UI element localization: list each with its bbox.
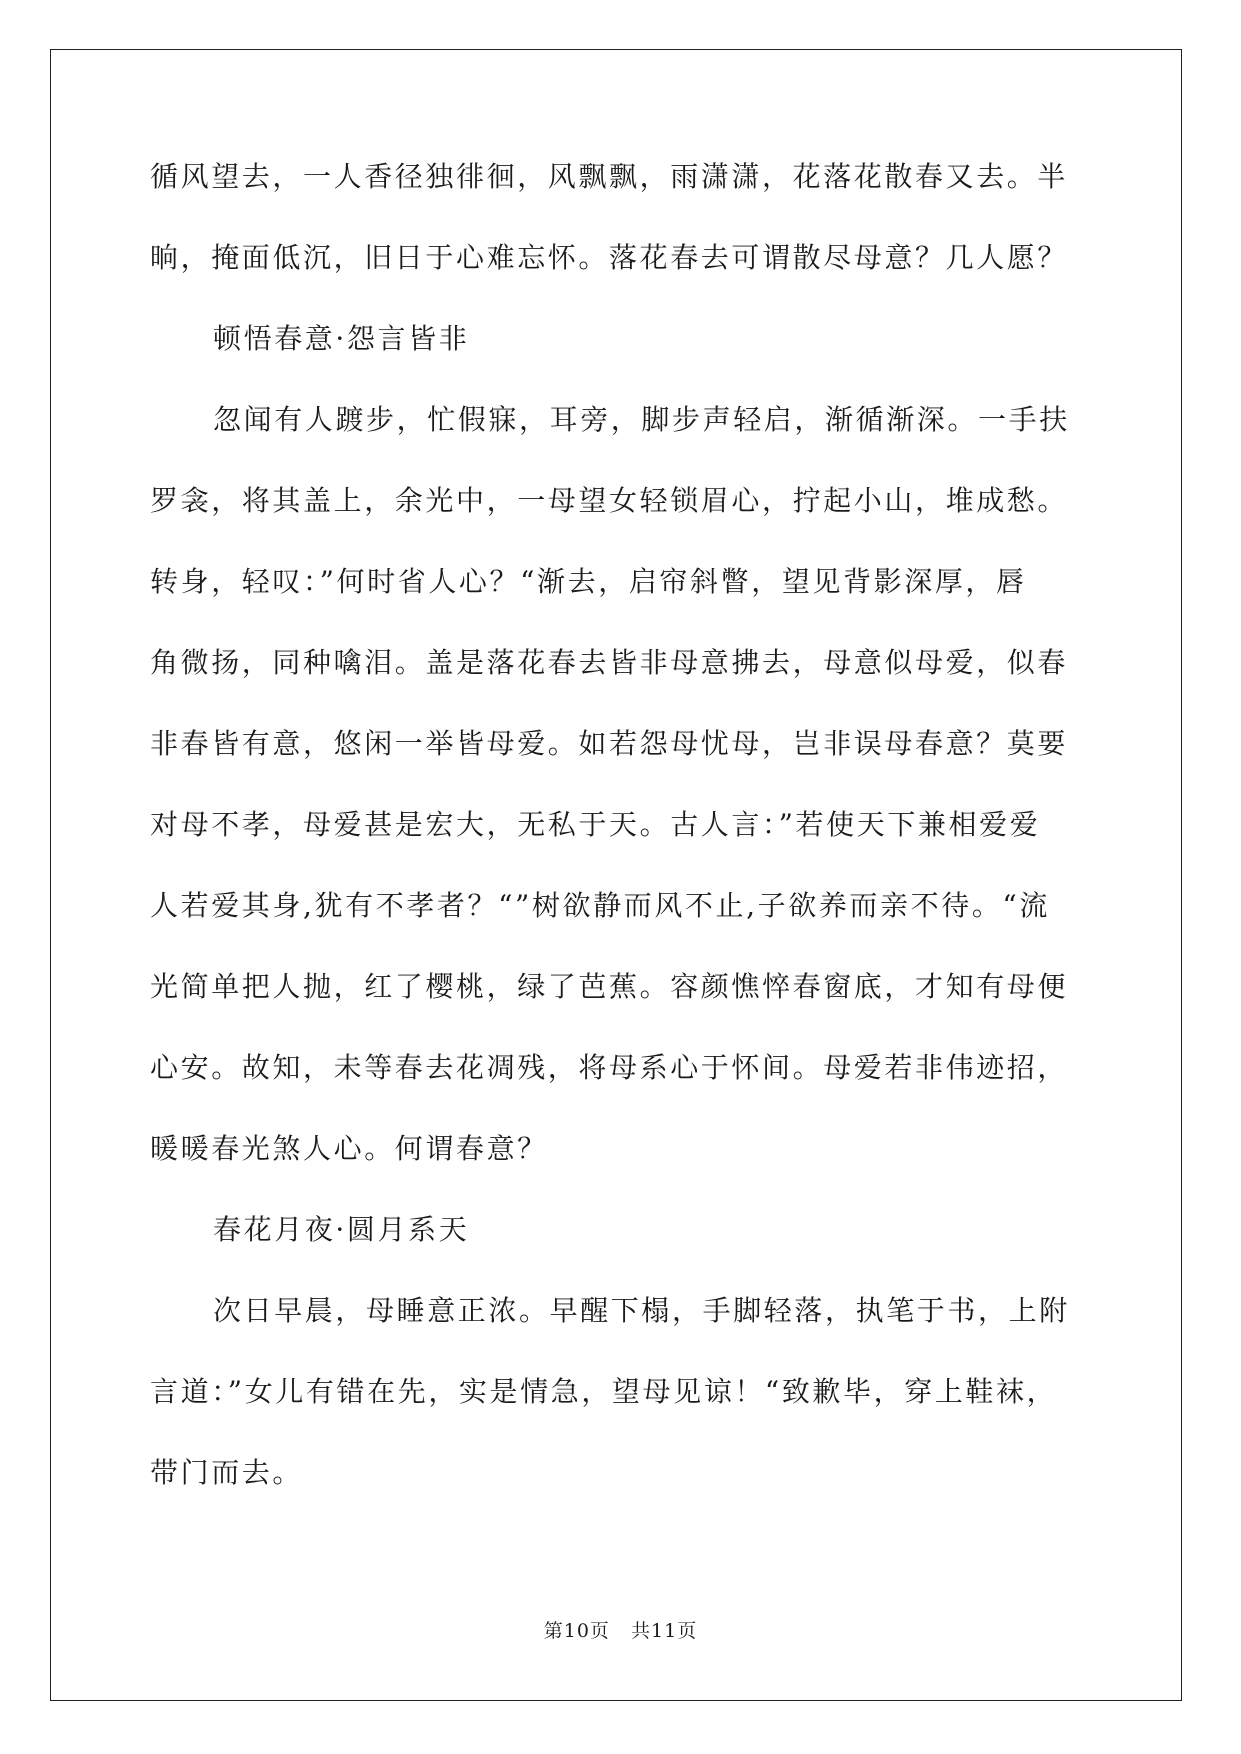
text-line: 循风望去，一人香径独徘徊，风飘飘，雨潇潇，花落花散春又去。半 — [150, 160, 1069, 193]
text-line: 光简单把人抛，红了樱桃，绿了芭蕉。容颜憔悴春窗底，才知有母便 — [150, 970, 1069, 1003]
text-line: 带门而去。 — [150, 1456, 304, 1489]
text-line: 非春皆有意，悠闲一举皆母爱。如若怨母忧母，岂非误母春意？莫要 — [150, 727, 1069, 760]
section-heading: 顿悟春意·怨言皆非 — [213, 322, 470, 355]
text-line: 言道：”女儿有错在先，实是情急，望母见谅！“致歉毕，穿上鞋袜， — [150, 1375, 1058, 1408]
document-body — [150, 160, 1100, 1537]
paragraph-start-line: 次日早晨，母睡意正浓。早醒下榻，手脚轻落，执笔于书，上附 — [213, 1294, 1070, 1327]
text-line: 罗衾，将其盖上，余光中，一母望女轻锁眉心，拧起小山，堆成愁。 — [150, 484, 1069, 517]
text-line: 对母不孝，母爱甚是宏大，无私于天。古人言：”若使天下兼相爱爱 — [150, 808, 1041, 841]
text-line: 转身，轻叹：”何时省人心？“渐去，启帘斜瞥，望见背影深厚，唇 — [150, 565, 1027, 598]
section-heading: 春花月夜·圆月系天 — [213, 1213, 470, 1246]
text-line: 心安。故知，未等春去花凋残，将母系心于怀间。母爱若非伟迹招， — [150, 1051, 1069, 1084]
paragraph-start-line: 忽闻有人踱步，忙假寐，耳旁，脚步声轻启，渐循渐深。一手扶 — [213, 403, 1070, 436]
page-number-footer: 第10页 共11页 — [543, 1620, 698, 1642]
text-line: 晌，掩面低沉，旧日于心难忘怀。落花春去可谓散尽母意？几人愿？ — [150, 241, 1069, 274]
text-line: 人若爱其身,犹有不孝者？“”树欲静而风不止,子欲养而亲不待。“流 — [150, 889, 1050, 922]
text-line: 暖暖春光煞人心。何谓春意？ — [150, 1132, 548, 1165]
text-line: 角微扬，同种噙泪。盖是落花春去皆非母意拂去，母意似母爱，似春 — [150, 646, 1069, 679]
